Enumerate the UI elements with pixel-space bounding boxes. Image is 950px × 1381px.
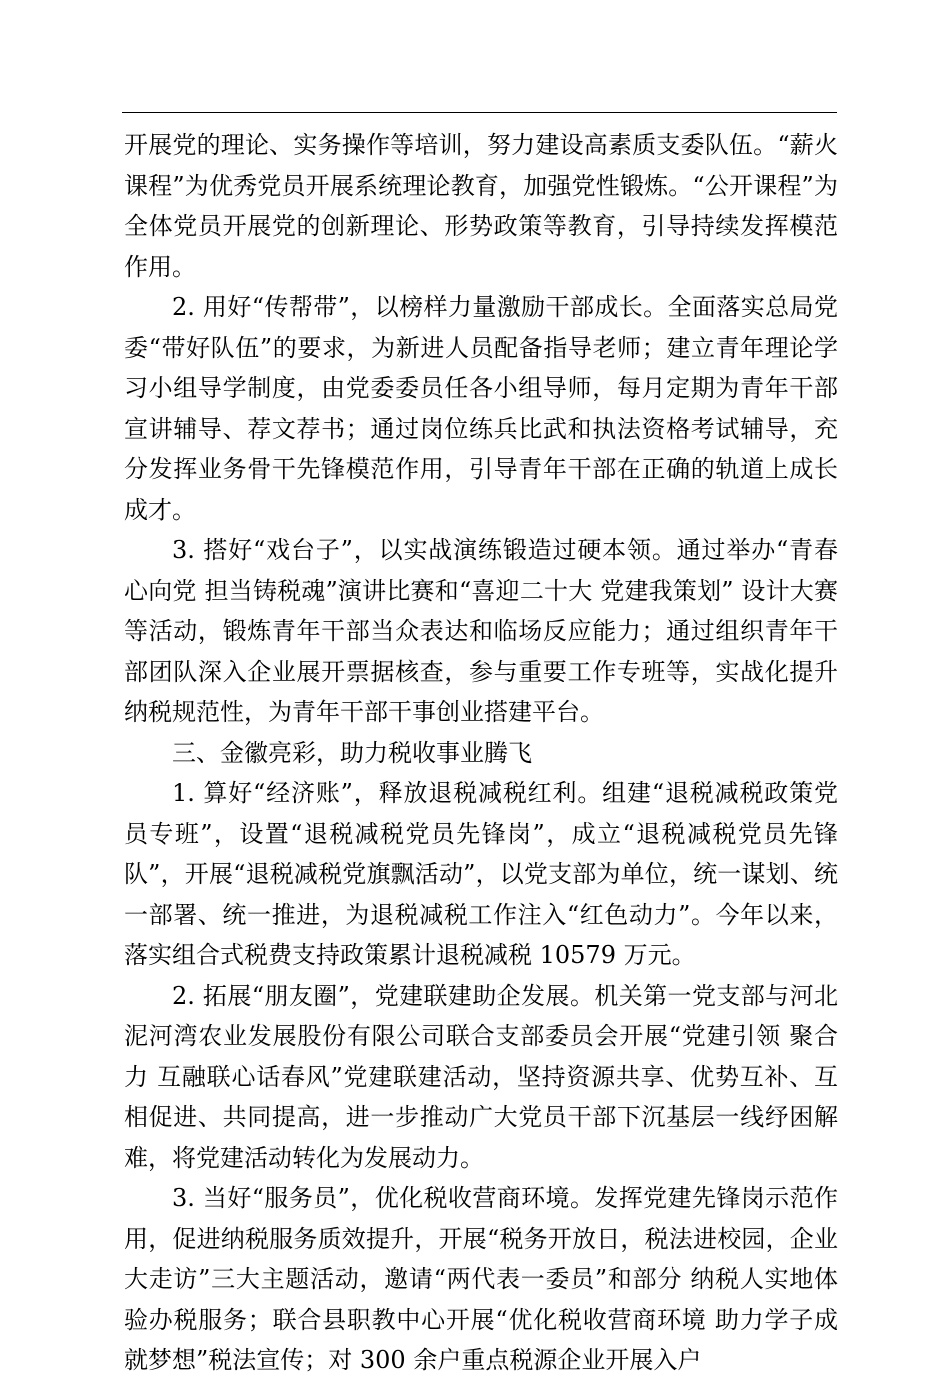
paragraph-tax-refund: 1. 算好“经济账”，释放退税减税红利。组建“退税减税政策党员专班”，设置“退税减税党员先锋岗”，成立“退税减税党员先锋队”，开展“退税减税党旗飘活动”，以党支部为单位，统一谋划、统一部署、统一推进，为退税减税工作注入“红色动力”。今年以来，落实组合式税费支持政策累计退税减税 10579 万元。	[124, 779, 838, 969]
document-body	[124, 125, 838, 1381]
paragraph-mentoring: 2. 用好“传帮带”，以榜样力量激励干部成长。全面落实总局党委“带好队伍”的要求，为新进人员配备指导老师；建立青年理论学习小组导学制度，由党委委员任各小组导师，每月定期为青年干部宣讲辅导、荐文荐书；通过岗位练兵比武和执法资格考试辅导，充分发挥业务骨干先锋模范作用，引导青年干部在正确的轨道上成长成才。	[124, 293, 838, 524]
paragraph-joint-party-building: 2. 拓展“朋友圈”，党建联建助企发展。机关第一党支部与河北泥河湾农业发展股份有限公司联合支部委员会开展“党建引领 聚合力 互融联心话春风”党建联建活动，坚持资源共享、优势互补、互相促进、共同提高，进一步推动广大党员干部下沉基层一线纾困解难，将党建活动转化为发展动力。	[124, 981, 838, 1172]
section-heading-tax-development: 三、金徽亮彩，助力税收事业腾飞	[172, 738, 532, 767]
paragraph-training-courses: 开展党的理论、实务操作等培训，努力建设高素质支委队伍。“薪火课程”为优秀党员开展系统理论教育，加强党性锻炼。“公开课程”为全体党员开展党的创新理论、形势政策等教育，引导持续发挥模范作用。	[124, 131, 838, 281]
paragraph-practice-platform: 3. 搭好“戏台子”，以实战演练锻造过硬本领。通过举办“青春心向党 担当铸税魂”演讲比赛和“喜迎二十大 党建我策划” 设计大赛等活动，锻炼青年干部当众表达和临场反应能力；通过组织青年干部团队深入企业展开票据核查，参与重要工作专班等，实战化提升纳税规范性，为青年干部干事创业搭建平台。	[124, 536, 838, 726]
paragraph-business-environment: 3. 当好“服务员”，优化税收营商环境。发挥党建先锋岗示范作用，促进纳税服务质效提升，开展“税务开放日，税法进校园，企业大走访”三大主题活动，邀请“两代表一委员”和部分 纳税人实地体验办税服务；联合县职教中心开展“优化税收营商环境 助力学子成就梦想”税法宣传；对 300 余户重点税源企业开展入户	[124, 1184, 838, 1374]
header-rule	[122, 112, 837, 113]
